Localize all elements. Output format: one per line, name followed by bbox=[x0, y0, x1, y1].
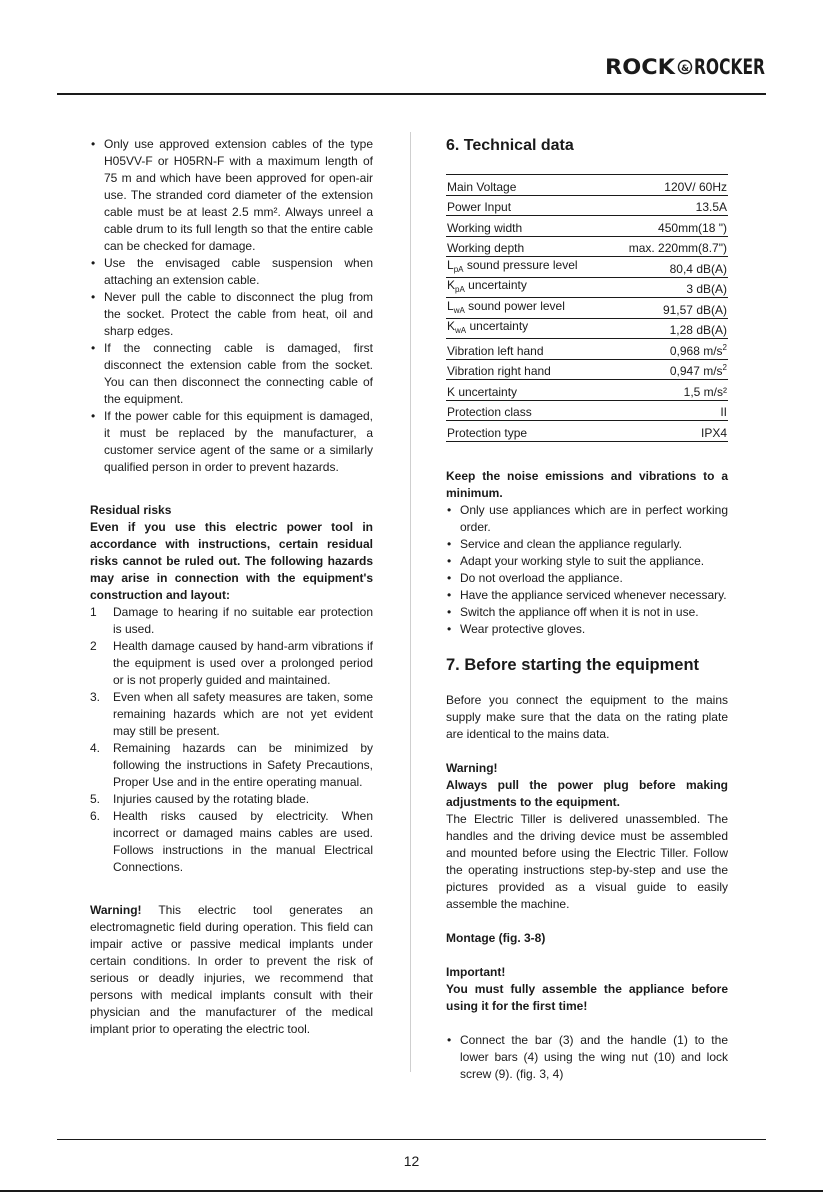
table-row: Working depth max. 220mm(8.7") bbox=[446, 236, 728, 257]
section-7-heading: 7. Before starting the equipment bbox=[446, 655, 700, 674]
list-item: • Connect the bar (3) and the handle (1) to the lower bars (4) using the wing nut (10) and lock screw (9). (fig. 3, 4) bbox=[446, 1032, 728, 1083]
assembly-steps-list bbox=[446, 1032, 728, 1083]
svg-text:&: & bbox=[681, 64, 689, 74]
noise-list bbox=[446, 502, 728, 638]
warning-label: Warning! bbox=[446, 760, 498, 775]
table-row: Vibration right hand 0,947 $m/s^2$ bbox=[446, 359, 728, 380]
assembly-paragraph: The Electric Tiller is delivered unassembled. The handles and the driving device must be assembled and mounted before using the Electric Tiller. Follow the operating instructions step-by-step and use the pictures provided as a visual guide to easily assemble the machine. bbox=[446, 811, 728, 911]
svg-text:ROCKER: ROCKER bbox=[694, 55, 765, 79]
page-number: 12 bbox=[403, 1153, 420, 1169]
table-row: $L_{wA}$ sound power level 91,57 dB(A) bbox=[447, 298, 727, 317]
list-item: 4. Remaining hazards can be minimized by following the instructions in Safety Precautions, Proper Use and in the entire operating manual. bbox=[90, 741, 373, 789]
list-item: 5. Injuries caused by the rotating blade. bbox=[90, 792, 310, 806]
list-item: • Switch the appliance off when it is not in use. bbox=[446, 604, 728, 621]
list-item: • Do not overload the appliance. bbox=[446, 570, 728, 587]
table-row: Main Voltage 120V/ 60Hz bbox=[446, 175, 728, 196]
list-item: 6. Health risks caused by electricity. When incorrect or damaged mains cables are used. Follows instructions in the manual Electrical Connections. bbox=[90, 809, 373, 874]
cable-safety-list bbox=[90, 136, 373, 476]
table-row: $L_{pA}$ sound pressure level 80,4 dB(A) bbox=[447, 257, 727, 276]
noise-heading: Keep the noise emissions and vibrations to a minimum. bbox=[446, 468, 728, 500]
list-item: 2 Health damage caused by hand-arm vibrations if the equipment is used over a prolonged period or is not properly guided and maintained. bbox=[90, 639, 373, 687]
rock-rocker-logo bbox=[605, 52, 765, 78]
left-column bbox=[90, 136, 373, 1038]
list-item: • If the connecting cable is damaged, first disconnect the extension cable from the socket. You can then disconnect the connecting cable of the equipment. bbox=[90, 340, 373, 408]
list-item: • Never pull the cable to disconnect the plug from the socket. Protect the cable from heat, oil and sharp edges. bbox=[90, 289, 373, 340]
residual-risks-intro: Even if you use this electric power tool in accordance with instructions, certain residual risks cannot be ruled out. The following hazards may arise in connection with the equipment's construction and layout: bbox=[90, 520, 373, 602]
table-row: Power Input 13.5A bbox=[446, 195, 728, 216]
section-6-heading: 6. Technical data bbox=[446, 137, 574, 154]
table-row: $K_{pA}$ uncertainty 3 dB(A) bbox=[447, 278, 727, 296]
svg-text:ROCK: ROCK bbox=[605, 55, 676, 79]
important-label: Important! bbox=[446, 964, 506, 979]
warning-bold-text: Always pull the power plug before making adjustments to the equipment. bbox=[446, 777, 728, 809]
montage-heading: Montage (fig. 3-8) bbox=[446, 930, 546, 945]
residual-risks-list bbox=[90, 604, 373, 876]
list-item: • Only use appliances which are in perfect working order. bbox=[446, 502, 728, 536]
emf-warning-paragraph: Warning! This electric tool generates an electromagnetic field during operation. This field can impair active or passive medical implants under certain conditions. In order to prevent the risk of serious or deadly injuries, we recommend that persons with medical implants consult with their physician and the manufacturer of the medical implant prior to operating the electric tool. bbox=[90, 903, 373, 1036]
table-row: Protection type IPX4 bbox=[446, 421, 728, 442]
list-item: • Have the appliance serviced whenever necessary. bbox=[446, 587, 728, 604]
list-item: • If the power cable for this equipment is damaged, it must be replaced by the manufacturer, a customer service agent of the same or a similarly qualified person in order to prevent hazards. bbox=[90, 408, 373, 476]
footer-rule bbox=[57, 1139, 766, 1140]
table-row: Protection class II bbox=[446, 400, 728, 421]
residual-risks-heading: Residual risks bbox=[90, 503, 172, 517]
table-row: K uncertainty 1,5 m/s² bbox=[446, 380, 728, 401]
right-column bbox=[446, 136, 728, 1083]
list-item: • Wear protective gloves. bbox=[446, 621, 728, 638]
list-item: • Service and clean the appliance regularly. bbox=[446, 536, 728, 553]
list-item: • Use the envisaged cable suspension when attaching an extension cable. bbox=[90, 255, 373, 289]
table-row: $K_{wA}$ uncertainty 1,28 dB(A) bbox=[447, 319, 727, 337]
list-item: 3. Even when all safety measures are taken, some remaining hazards which are not yet evident may still be present. bbox=[90, 690, 373, 738]
table-row: Working width 450mm(18 ") bbox=[446, 216, 728, 237]
list-item: • Adapt your working style to suit the appliance. bbox=[446, 553, 728, 570]
column-divider bbox=[410, 132, 411, 1072]
important-text: You must fully assemble the appliance before using it for the first time! bbox=[446, 981, 728, 1013]
table-row: Vibration left hand 0,968 $m/s^2$ bbox=[446, 339, 728, 360]
technical-data-table bbox=[446, 174, 728, 442]
list-item: • Only use approved extension cables of the type H05VV-F or H05RN-F with a maximum length of 75 m and which have been approved for open-air use. The stranded cord diameter of the extension cable must be at least 2.5 mm². Always unreel a cable drum to its full length so that the entire cable can be checked for damage. bbox=[90, 136, 373, 255]
section-7-paragraph: Before you connect the equipment to the mains supply make sure that the data on the rating plate are identical to the mains data. bbox=[446, 692, 728, 741]
list-item: 1 Damage to hearing if no suitable ear protection is used. bbox=[90, 605, 373, 636]
header-rule bbox=[57, 93, 766, 95]
